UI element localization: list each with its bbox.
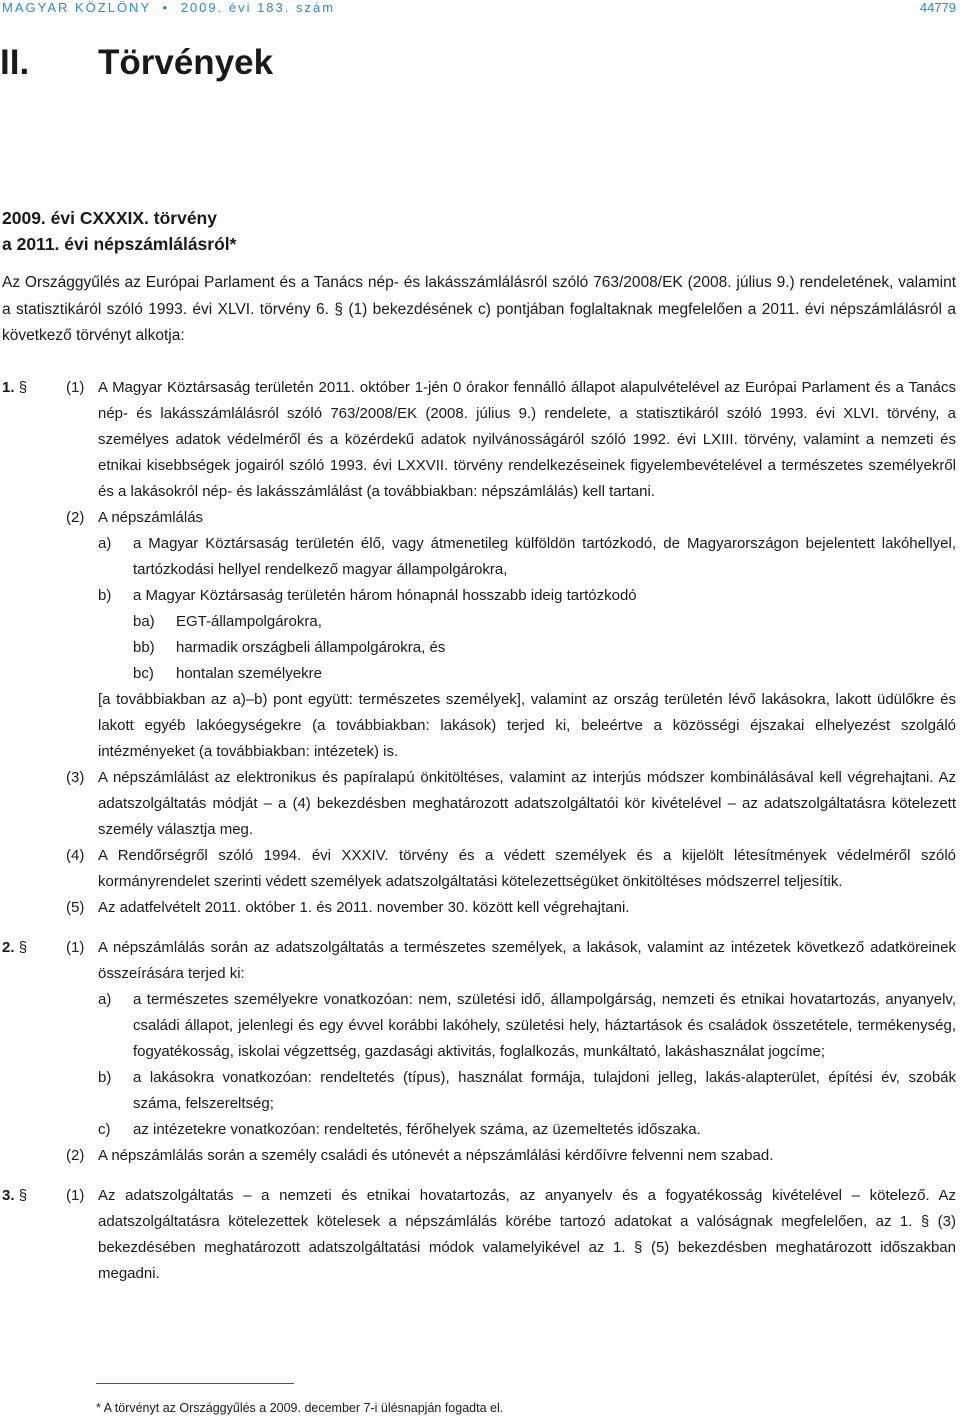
paragraph (66, 895, 956, 921)
section-body (66, 1183, 956, 1287)
page-number: 44779 (919, 0, 956, 15)
paragraph-text: A népszámlálást az elektronikus és papíralapú önkitöltéses, valamint az interjús módszer kombinálásával kell végrehajtani. Az adatszolgáltatás módját – a (4) bekezdésben meghatározott adatszolgáltatói kör kivételével – az adatszolgáltatásra kötelezett személy választja meg. (98, 769, 956, 838)
section-1 (2, 375, 956, 921)
footnote: * A törvényt az Országgyűlés a 2009. december 7-i ülésnapján fogadta el. (96, 1401, 504, 1415)
paragraph-text: A népszámlálás (98, 509, 204, 526)
preamble: Az Országgyűlés az Európai Parlament és a Tanács nép- és lakásszámlálásról szóló 763/2008/EK (2008. július 9.) rendeletének, valamint a statisztikáról szóló 1993. évi XLVI. törvény 6. § (1) bekezdésének c) pontjában foglaltaknak megfelelően a 2011. évi népszámlálásról a következő törvényt alkotja: (2, 274, 956, 344)
item-label: b) (98, 587, 112, 604)
paragraph-trailing-text: [a továbbiakban az a)–b) pont együtt: természetes személyek], valamint az ország területén lévő lakásokra, lakott üdülőkre és lakott egyéb lakóegységekre (a továbbiakban: lakások) terjed ki, beleértve a közösségi éjszakai elhelyezést szolgáló intézményeket (a továbbiakban: intézetek) is. (98, 691, 956, 760)
paragraph-label: (5) (66, 899, 85, 916)
paragraph (66, 375, 956, 505)
law-title-line1: 2009. évi CXXXIX. törvény (2, 208, 217, 228)
item-text: a természetes személyekre vonatkozóan: nem, születési idő, állampolgárság, nemzeti és etnikai hovatartozás, anyanyelv, családi állapot, jelenlegi és egy évvel korábbi lakóhely, születési hely, háztartások és családok összetétele, termékenység, fogyatékosság, iskolai végzettség, gazdasági aktivitás, foglalkozás, munkáltató, lakáshasználat jogcíme; (133, 991, 956, 1060)
section-2 (2, 935, 956, 1169)
subitem-text: EGT-állampolgárokra, (176, 613, 322, 630)
list-item (98, 987, 956, 1065)
journal-name: MAGYAR KÖZLÖNY (2, 0, 151, 15)
section-body (66, 375, 956, 921)
paragraph-text: A népszámlálás során az adatszolgáltatás a természetes személyek, a lakások, valamint az intézetek következő adatköreinek összeírására terjed ki: (98, 939, 956, 982)
section-number: 2. (2, 939, 15, 956)
section-sign: § (18, 379, 28, 396)
section-number: 3. (2, 1187, 15, 1204)
subitem-label: bc) (133, 665, 154, 682)
paragraph (66, 843, 956, 895)
paragraph-label: (4) (66, 847, 85, 864)
subitem-label: bb) (133, 639, 155, 656)
section-heading (2, 375, 27, 401)
item-text: a lakásokra vonatkozóan: rendeltetés (típus), használat formája, tulajdoni jelleg, lakás-alapterület, építési év, szobák száma, felszereltség; (133, 1069, 956, 1112)
section-body (66, 935, 956, 1169)
paragraph-text: A népszámlálás során a személy családi és utónevét a népszámlálási kérdőívre felvenni nem szabad. (98, 1147, 774, 1164)
journal-header (2, 0, 335, 15)
item-label: c) (98, 1121, 111, 1138)
sub-item (133, 661, 956, 687)
law-title (2, 205, 236, 257)
item-list (98, 531, 956, 687)
list-item (98, 583, 956, 687)
paragraph-text: Az adatfelvételt 2011. október 1. és 2011. november 30. között kell végrehajtani. (98, 899, 630, 916)
paragraph-text: A Magyar Köztársaság területén 2011. október 1-jén 0 órakor fennálló állapot alapulvételével az Európai Parlament és a Tanács nép- és lakásszámlálásról szóló 763/2008/EK (2008. július 9.) rendelete, a statisztikáról szóló 1993. évi XLVI. törvény, a személyes adatok védelméről és a közérdekű adatok nyilvánosságáról szóló 1992. évi LXIII. törvény, valamint a nemzeti és etnikai kisebbségek jogairól szóló 1993. évi LXXVII. törvény rendelkezéseinek figyelembevételével a természetes személyekről és a lakásokról nép- és lakásszámlálást (a továbbiakban: népszámlálás) kell tartani. (98, 379, 956, 500)
subitem-text: harmadik országbeli állampolgárokra, és (176, 639, 446, 656)
chapter-title: Törvények (98, 43, 274, 82)
paragraph-label: (3) (66, 769, 85, 786)
section-sign: § (18, 1187, 28, 1204)
subitem-list (133, 609, 956, 687)
header-bullet: • (162, 0, 170, 15)
sub-item (133, 635, 956, 661)
item-text: a Magyar Köztársaság területén élő, vagy átmenetileg külföldön tartózkodó, de Magyarországon bejelentett lakóhellyel, tartózkodási hellyel rendelkező magyar állampolgárokra, (133, 535, 956, 578)
paragraph-text: A Rendőrségről szóló 1994. évi XXXIV. törvény és a védett személyek és a kijelölt létesítmények védelméről szóló kormányrendelet szerinti védett személyek adatszolgáltatási kötelezettségüket önkitöltéses módszerrel teljesítik. (98, 847, 956, 890)
footnote-divider (96, 1383, 294, 1384)
sub-item (133, 609, 956, 635)
chapter-number: II. (0, 43, 30, 82)
list-item (98, 1065, 956, 1117)
paragraph (66, 1143, 956, 1169)
sections-container (2, 375, 956, 1301)
law-title-line2: a 2011. évi népszámlálásról* (2, 234, 237, 254)
paragraph-label: (1) (66, 379, 85, 396)
section-heading (2, 1183, 27, 1209)
paragraph-label: (2) (66, 1147, 85, 1164)
section-3 (2, 1183, 956, 1287)
section-sign: § (18, 939, 28, 956)
section-heading (2, 935, 27, 961)
item-label: b) (98, 1069, 112, 1086)
subitem-label: ba) (133, 613, 155, 630)
paragraph-label: (1) (66, 1187, 85, 1204)
list-item (98, 1117, 956, 1143)
paragraph-text: Az adatszolgáltatás – a nemzeti és etnikai hovatartozás, az anyanyelv és a fogyatékosság kivételével – kötelező. Az adatszolgáltatásra kötelezettek kötelesek a népszámlálás körébe tartozó adatokat a valóságnak megfelelően, az 1. § (3) bekezdésében meghatározott adatszolgáltatási módok valamelyikével az 1. § (5) bekezdésben meghatározott időszakban megadni. (98, 1187, 956, 1282)
paragraph-label: (2) (66, 509, 85, 526)
item-text: a Magyar Köztársaság területén három hónapnál hosszabb ideig tartózkodó (133, 587, 637, 604)
paragraph (66, 935, 956, 1143)
paragraph (66, 505, 956, 765)
issue-label: 2009. évi 183. szám (180, 0, 336, 15)
paragraph (66, 765, 956, 843)
paragraph (66, 1183, 956, 1287)
item-label: a) (98, 991, 112, 1008)
subitem-text: hontalan személyekre (176, 665, 322, 682)
paragraph-label: (1) (66, 939, 85, 956)
section-number: 1. (2, 379, 15, 396)
item-label: a) (98, 535, 112, 552)
item-list (98, 987, 956, 1143)
item-text: az intézetekre vonatkozóan: rendeltetés, férőhelyek száma, az üzemeltetés időszaka. (133, 1121, 701, 1138)
list-item (98, 531, 956, 583)
